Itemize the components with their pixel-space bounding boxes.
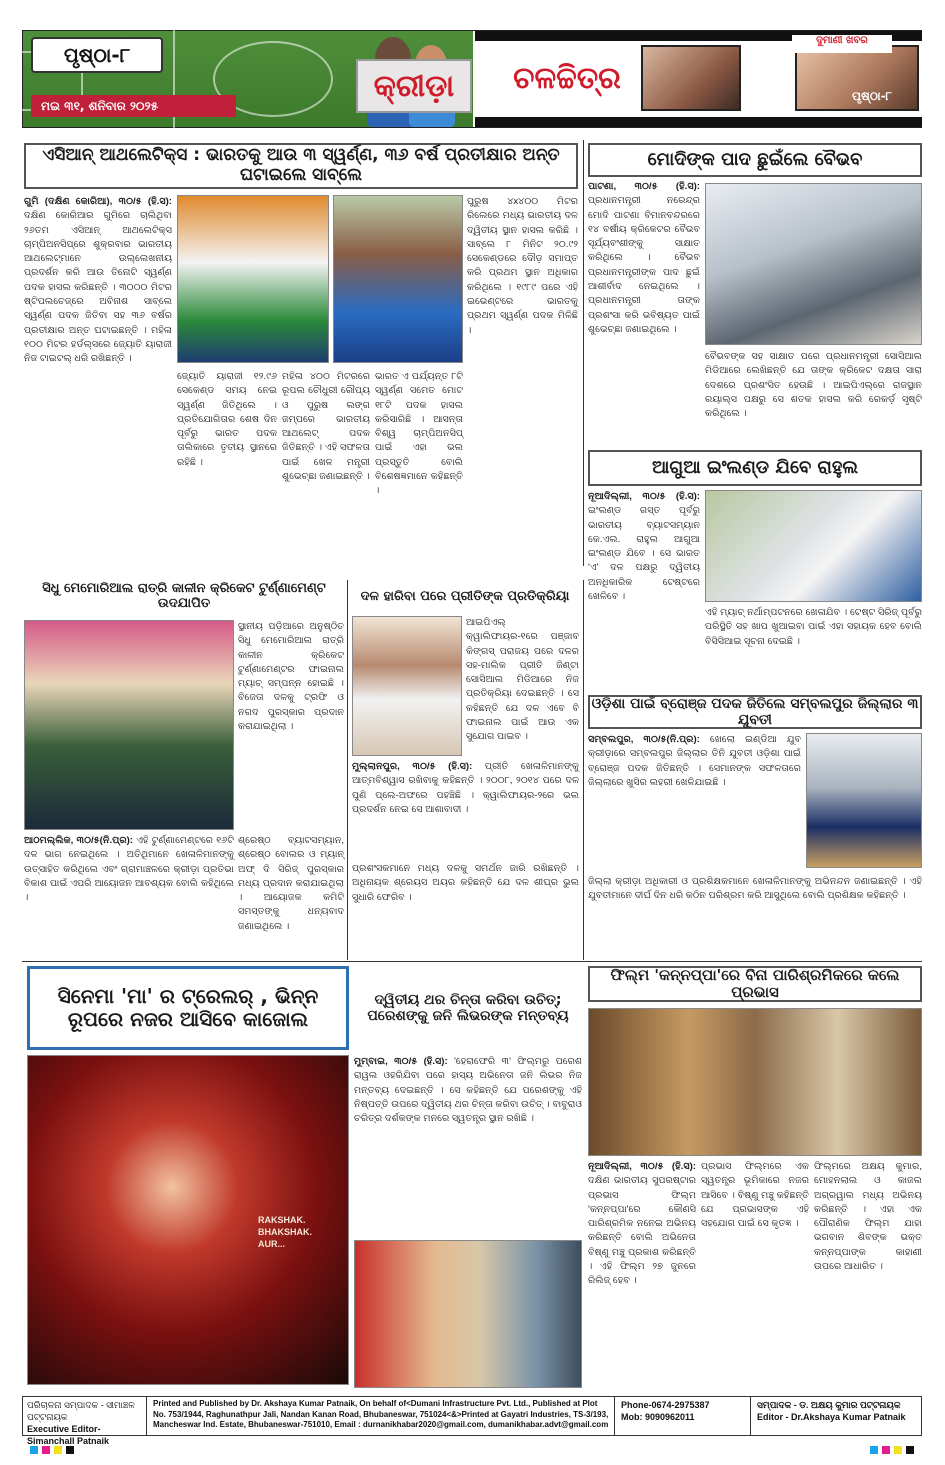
article-asian-athletics-col2: ପୁରୁଷ ୪x୪୦୦ ମିଟର ରିଲେରେ ମଧ୍ୟ ଭାରତୀୟ ଦଳ ଦ୍ୱିତୀୟ ସ୍ଥାନ ହାସଲ କରିଛି । ସାବ୍‌ଲେ ୮ ମିନିଟ ୨୦.୯୨ ସେକେଣ୍ଡରେ ଦୌଡ଼ ସମାପ୍ତ କରି ପ୍ରଥମ ସ୍ଥାନ ଅଧିକାର କରିଥିଲେ । ୧୯୮୯ ପରେ ଏହି ଇଭେଣ୍ଟରେ ଭାରତକୁ ପ୍ରଥମ ସ୍ୱର୍ଣ୍ଣ ପଦକ ମିଳିଛି ।	[467, 196, 578, 336]
article-preity-col2: ମୁଲ୍ଲାନପୁର, ୩୦/୫ (ହି.ସ): ପ୍ରୀତି ଖେଳାଳିମାନଙ୍କୁ ଆତ୍ମବିଶ୍ୱାସ ରଖିବାକୁ କହିଛନ୍ତି । ୨୦୦୮, ୨୦୧୪ ପରେ ଦଳ ପୁଣି ପ୍ଲେ-ଅଫରେ ପହଞ୍ଚିଛି । କ୍ୱାଲିଫାୟର-୨ରେ ଭଲ ପ୍ରଦର୍ଶନ ନେଇ ସେ ଆଶାବାଦୀ ।	[352, 761, 579, 815]
headline-kajol-maa: ସିନେମା 'ମା' ର ଟ୍ରେଲର୍ , ଭିନ୍ନ ରୂପରେ ନଜର ଆସିବେ କାଜୋଲ	[27, 966, 349, 1050]
article-asian-athletics-col3: ଜ୍ୟୋତି ୟାରାଜୀ ୧୨.୯୬ ସେକେଣ୍ଡ ସମୟ ନେଇ ସ୍ୱର୍ଣ୍ଣ ଜିତିଥିଲେ । ପ୍ରତିଯୋଗିତାର ଶେଷ ଦିନ ପୂର୍ବରୁ ଭାରତ ପଦକ ତାଲିକାରେ ତୃତୀୟ ସ୍ଥାନରେ ରହିଛି ।	[177, 371, 277, 468]
article-kajol-maa	[27, 1388, 349, 1394]
actress-photo-left	[641, 45, 741, 111]
registration-mark-yellow-right	[894, 1446, 902, 1454]
article-preity-col1: ଆଇପିଏଲ୍ କ୍ୱାଲିଫାୟର-୧ରେ ପଞ୍ଜାବ କିଙ୍ଗସ୍ ପରାଜୟ ପରେ ଦଳର ସହ-ମାଲିକ ପ୍ରୀତି ଜିଣ୍ଟା ସୋସିଆଲ ମିଡିଆରେ ନିଜ ପ୍ରତିକ୍ରିୟା ଦେଇଛନ୍ତି । ସେ କହିଛନ୍ତି ଯେ ଦଳ ଏବେ ବି ଫାଇନାଲ ପାଇଁ ଆଉ ଏକ ସୁଯୋଗ ପାଇବ ।	[466, 617, 579, 743]
photo-modi-vaibhav	[705, 183, 922, 345]
headline-asian-athletics: ଏସିଆନ୍ ଆଥଲେଟିକ୍ସ : ଭାରତକୁ ଆଉ ୩ ସ୍ୱର୍ଣ୍ଣ, ୩୬ ବର୍ଷ ପ୍ରତୀକ୍ଷାର ଅନ୍ତ ଘଟାଇଲେ ସାବ୍‌ଲେ	[24, 143, 578, 189]
photo-kannappa	[588, 1008, 922, 1156]
registration-mark-cyan	[30, 1446, 38, 1454]
article-rahul-england-col2: ଏହି ମ୍ୟାଚ୍ ନର୍ଥାମ୍ପଟନରେ ଖେଳାଯିବ । ଟେଷ୍ଟ ସିରିଜ୍ ପୂର୍ବରୁ ପରିସ୍ଥିତି ସହ ଖାପ ଖୁଆଇବା ପାଇଁ ଏହା ସହାୟକ ହେବ ବୋଲି ବିସିସିଆଇ ସୂଚନା ଦେଇଛି ।	[705, 607, 922, 647]
film-strip-bottom	[475, 117, 922, 127]
article-prabhas-col3: ଫିଲ୍ମରେ ଅକ୍ଷୟ କୁମାର, ମୋହନଲାଲ ଓ କାଜଲ ଅଗ୍ରୱାଲ ମଧ୍ୟ ଅଭିନୟ କରିଛନ୍ତି । ଏହା ଏକ ପୌରାଣିକ ଫିଲ୍ମ ଯାହା ଭଗବାନ ଶିବଙ୍କ ଭକ୍ତ କନ୍ନପ୍ପାଙ୍କ କାହାଣୀ ଉପରେ ଆଧାରିତ ।	[814, 1161, 922, 1273]
article-preity-col3: ପ୍ରଶଂସକମାନେ ମଧ୍ୟ ଦଳକୁ ସମର୍ଥନ ଜାରି ରଖିଛନ୍ତି । ଅଧିନାୟକ ଶ୍ରେୟସ ଅୟର କହିଛନ୍ତି ଯେ ଦଳ ଶୀଘ୍ର ଭୁଲ ସୁଧାରି ଫେରିବ ।	[352, 863, 579, 903]
footer-managing-editor: ପରିଚାଳନା ସମ୍ପାଦକ - ସୀମାଞ୍ଚଳ ପଟ୍ଟନାୟକ Executive Editor- Simanchall Patnaik	[23, 1397, 147, 1435]
article-asian-athletics-col4: ମହିଳା ୪୦୦ ମିଟରରେ ରୂପଲ ଚୌଧୁରୀ ରୌପ୍ୟ ଓ ପୁରୁଷ ଲଙ୍ଗ ଜମ୍ପରେ ଭାରତୀୟ ଆଥଲେଟ୍ ପଦକ ଜିତିଛନ୍ତି । ଏହି ସଫଳତା ପାଇଁ ଖେଳ ମନ୍ତ୍ରୀ ଶୁଭେଚ୍ଛା ଜଣାଇଛନ୍ତି ।	[282, 371, 370, 483]
article-cricket-tournament-col3: ଶ୍ରେଷ୍ଠ ବ୍ୟାଟସମ୍ୟାନ, ଶ୍ରେଷ୍ଠ ବୋଲର ଓ ମ୍ୟାନ୍ ଅଫ୍ ଦି ସିରିଜ୍ ପୁରସ୍କାର ମଧ୍ୟ ପ୍ରଦାନ କରାଯାଇଥିଲା । ଆୟୋଜକ କମିଟି ସମସ୍ତଙ୍କୁ ଧନ୍ୟବାଦ ଜଣାଇଥିଲେ ।	[238, 835, 344, 932]
cinema-banner	[475, 31, 922, 127]
registration-mark-yellow	[54, 1446, 62, 1454]
footer-imprint	[22, 1396, 922, 1446]
article-cricket-tournament-col2: ଆଠମଲ୍ଲିକ, ୩୦/୫(ନି.ପ୍ର): ଏହି ଟୁର୍ଣ୍ଣାମେଣ୍ଟରେ ୧୬ଟି ଦଳ ଭାଗ ନେଇଥିଲେ । ଅତିଥିମାନେ ଖେଳାଳିମାନଙ୍କୁ ଉତ୍ସାହିତ କରିଥିଲେ ଏବଂ ଗ୍ରାମାଞ୍ଚଳରେ କ୍ରୀଡ଼ା ପ୍ରତିଭା ବିକାଶ ପାଇଁ ଏପରି ଆୟୋଜନ ଆବଶ୍ୟକ ବୋଲି କହିଥିଲେ ।	[24, 835, 234, 904]
headline-preity-reaction: ଦଳ ହାରିବା ପରେ ପ୍ରୀତିଙ୍କ ପ୍ରତିକ୍ରିୟା	[360, 588, 570, 604]
caption-modi-vaibhav: ବୈଭବଙ୍କ ସହ ସାକ୍ଷାତ ପରେ ପ୍ରଧାନମନ୍ତ୍ରୀ ସୋସିଆଲ ମିଡିଆରେ ଲେଖିଛନ୍ତି ଯେ ତାଙ୍କ କ୍ରିକେଟ ଦକ୍ଷତା ସାରା ଦେଶରେ ପ୍ରଶଂସିତ ହେଉଛି । ଆଇପିଏଲ୍‌ରେ ରାଜସ୍ଥାନ ରୟାଲ୍ସ ପକ୍ଷରୁ ସେ ଶତକ ହାସଲ କରି ରେକର୍ଡ଼ ସୃଷ୍ଟି କରିଥିଲେ ।	[705, 351, 922, 420]
poster-tagline: RAKSHAK. BHAKSHAK. AUR...	[258, 1215, 312, 1249]
footer-publisher-info: Printed and Published by Dr. Akshaya Kumar Patnaik, On behalf of<Dumani Infrastructure Pvt. Ltd., Published at Plot No. 753/1944, Raghunathpur Jali, Nandan Kanan Road, Bhubaneswar, 751024<&>Printed at Gayatri Industries, TS-3/193, Mancheswar Ind. Estate, Bhubaneswar-751010, Email : durnanikhabar2020@gmail.com, dumanikhabar.advt@gmail.com	[149, 1397, 615, 1435]
article-asian-athletics-col5: ଭାରତ ଏ ପର୍ଯ୍ୟନ୍ତ ୮ଟି ସ୍ୱର୍ଣ୍ଣ ସମେତ ମୋଟ ୧୮ଟି ପଦକ ହାସଲ କରିସାରିଛି । ଆସନ୍ତା ବିଶ୍ୱ ଚାମ୍ପିଅନସିପ୍ ପାଇଁ ଏହା ଭଲ ପ୍ରସ୍ତୁତି ବୋଲି ବିଶେଷଜ୍ଞମାନେ କହିଛନ୍ତି ।	[375, 371, 463, 497]
photo-kl-rahul	[705, 490, 922, 602]
footer-contact: Phone-0674-2975387 Mob: 9090962011	[617, 1397, 751, 1435]
article-prabhas-col1: ନୂଆଦିଲ୍ଲୀ, ୩୦/୫ (ହି.ସ): ଦକ୍ଷିଣ ଭାରତୀୟ ସୁପରଷ୍ଟାର ପ୍ରଭାସ ଫିଲ୍ମ 'କନ୍ନପ୍ପା'ରେ କୌଣସି ପାରିଶ୍ରମିକ ନନେଇ ଅଭିନୟ କରିଛନ୍ତି ବୋଲି ଅଭିନେତା ବିଷ୍ଣୁ ମଞ୍ଚୁ ପ୍ରକାଶ କରିଛନ୍ତି । ଏହି ଫିଲ୍ମ ୨୭ ଜୁନରେ ରିଲିଜ୍ ହେବ ।	[588, 1161, 696, 1287]
article-rahul-england-col1: ନୂଆଦିଲ୍ଲୀ, ୩୦/୫ (ହି.ସ): ଇଂଲଣ୍ଡ ଗସ୍ତ ପୂର୍ବରୁ ଭାରତୀୟ ବ୍ୟାଟସମ୍ୟାନ କେ.ଏଲ. ରାହୁଲ ଆଗୁଆ ଇଂଲଣ୍ଡ ଯିବେ । ସେ ଭାରତ 'ଏ' ଦଳ ପକ୍ଷରୁ ଦ୍ୱିତୀୟ ଅନଧିକାରିକ ଟେଷ୍ଟରେ ଖେଳିବେ ।	[588, 491, 700, 603]
article-paresh-col1: ମୁମ୍ବାଇ, ୩୦/୫ (ହି.ସ): 'ହେରାଫେରି ୩' ଫିଲ୍ମରୁ ପରେଶ ରାୱଲ ଓହରିଯିବା ପରେ ହାସ୍ୟ ଅଭିନେତା ଜନି ଲିଭର ନିଜ ମନ୍ତବ୍ୟ ଦେଇଛନ୍ତି । ସେ କହିଛନ୍ତି ଯେ ପରେଶଙ୍କୁ ଏହି ନିଷ୍ପତ୍ତି ଉପରେ ଦ୍ୱିତୀୟ ଥର ଚିନ୍ତା କରିବା ଉଚିତ୍ । ବାବୁରାଓ ଚରିତ୍ର ଦର୍ଶକଙ୍କ ମନରେ ସ୍ୱତନ୍ତ୍ର ସ୍ଥାନ ରଖିଛି ।	[354, 1056, 582, 1125]
registration-mark-black-right	[906, 1446, 914, 1454]
issue-date: ମଇ ୩୧, ଶନିବାର ୨୦୨୫	[31, 95, 236, 117]
brand-logo: ଦୁମାଣୀ ଖବର	[792, 35, 892, 53]
registration-mark-cyan-right	[870, 1446, 878, 1454]
article-prabhas-col2: ପ୍ରଭାସ ଫିଲ୍ମରେ ଏକ ସ୍ୱତନ୍ତ୍ର ଭୂମିକାରେ ନଜର ଆସିବେ । ବିଷ୍ଣୁ ମଞ୍ଚୁ କହିଛନ୍ତି ଯେ ପ୍ରଭାସଙ୍କ ଏହି ସହଯୋଗ ପାଇଁ ସେ କୃତଜ୍ଞ ।	[701, 1161, 809, 1230]
headline-cricket-tournament: ସିଧୁ ମେମୋରିଆଲ ରାତ୍ରି କାଳୀନ କ୍ରିକେଟ ଟୁର୍ଣ୍ଣାମେଣ୍ଟ ଉଦଯାପିତ	[42, 581, 326, 611]
headline-modi-vaibhav: ମୋଦିଙ୍କ ପାଦ ଛୁଇଁଲେ ବୈଭବ	[588, 143, 922, 177]
headline-rahul-england: ଆଗୁଆ ଇଂଲଣ୍ଡ ଯିବେ ରାହୁଲ	[588, 450, 922, 486]
photo-trophy-presentation	[24, 620, 234, 830]
headline-odisha-bronze: ଓଡ଼ିଶା ପାଇଁ ବ୍ରୋଞ୍ଜ ପଦକ ଜିତିଲେ ସମ୍ବଲପୁର ଜିଲ୍ଲାର ୩ ଯୁବତୀ	[588, 695, 922, 729]
photo-preity-zinta	[352, 616, 462, 756]
photo-maa-poster	[27, 1055, 349, 1385]
section-title-sports: କ୍ରୀଡ଼ା	[356, 59, 472, 113]
article-modi-vaibhav: ପାଟଣା, ୩୦/୫ (ହି.ସ): ପ୍ରଧାନମନ୍ତ୍ରୀ ନରେନ୍ଦ୍ର ମୋଦି ପାଟଣା ବିମାନବନ୍ଦରରେ ୧୪ ବର୍ଷୀୟ କ୍ରିକେଟର ବୈଭବ ସୂର୍ଯ୍ୟବଂଶୀଙ୍କୁ ସାକ୍ଷାତ କରିଥିଲେ । ବୈଭବ ପ୍ରଧାନମନ୍ତ୍ରୀଙ୍କ ପାଦ ଛୁଇଁ ଆଶୀର୍ବାଦ ନେଇଥିଲେ । ପ୍ରଧାନମନ୍ତ୍ରୀ ତାଙ୍କ ପ୍ରଶଂସା କରି ଭବିଷ୍ୟତ ପାଇଁ ଶୁଭେଚ୍ଛା ଜଣାଇଥିଲେ ।	[588, 181, 700, 335]
headline-paresh-rawal: ଦ୍ୱିତୀୟ ଥର ଚିନ୍ତା କରିବା ଉଚିତ୍; ପରେଶଙ୍କୁ ଜନି ଲିଭରଙ୍କ ମନ୍ତବ୍ୟ	[367, 991, 569, 1024]
registration-mark-magenta-right	[882, 1446, 890, 1454]
photo-paresh-johnny	[354, 1240, 582, 1388]
article-cricket-tournament-col1: ସ୍ଥାନୀୟ ପଡ଼ିଆରେ ଅନୁଷ୍ଠିତ ସିଧୁ ମେମୋରିଆଲ ରାତ୍ରି କାଳୀନ କ୍ରିକେଟ ଟୁର୍ଣ୍ଣାମେଣ୍ଟର ଫାଇନାଲ ମ୍ୟାଚ୍ ସମ୍ପନ୍ନ ହୋଇଛି । ବିଜେତା ଦଳକୁ ଟ୍ରଫି ଓ ନଗଦ ପୁରସ୍କାର ପ୍ରଦାନ କରାଯାଇଥିଲା ।	[238, 621, 344, 733]
page-number-label: ପୃଷ୍ଠା-୮	[31, 37, 163, 73]
registration-mark-magenta	[42, 1446, 50, 1454]
headline-prabhas-kannappa: ଫିଲ୍ମ 'କନ୍ନପ୍ପା'ରେ ବିନା ପାରିଶ୍ରମିକରେ କଲେ ପ୍ରଭାସ	[588, 966, 922, 1002]
section-title-cinema: ଚଳଚ୍ଚିତ୍ର	[501, 45, 633, 111]
photo-avinash-sable	[177, 195, 329, 363]
photo-bronze-medalists	[806, 733, 922, 868]
article-odisha-bronze-col1: ସମ୍ବଲପୁର, ୩୦/୫(ନି.ପ୍ର): ଖେଲୋ ଇଣ୍ଡିଆ ଯୁବ କ୍ରୀଡ଼ାରେ ସମ୍ବଲପୁର ଜିଲ୍ଲାର ତିନି ଯୁବତୀ ଓଡ଼ିଶା ପାଇଁ ବ୍ରୋଞ୍ଜ ପଦକ ଜିତିଛନ୍ତି । ସେମାନଙ୍କ ସଫଳତାରେ ଜିଲ୍ଲାରେ ଖୁସିର ଲହରୀ ଖେଳିଯାଇଛି ।	[588, 734, 801, 788]
sports-banner	[23, 31, 473, 127]
article-asian-athletics-col1: ଗୁମି (ଦକ୍ଷିଣ କୋରିଆ), ୩୦/୫ (ହି.ସ): ଦକ୍ଷିଣ କୋରିଆର ଗୁମିରେ ଚାଲିଥିବା ୨୬ତମ ଏସିଆନ୍ ଆଥଲେଟିକ୍ସ ଚାମ୍ପିଅନସିପ୍‌ରେ ଶୁକ୍ରବାର ଭାରତୀୟ ଆଥଲେଟ୍‌ମାନେ ଉଲ୍ଲେଖନୀୟ ପ୍ରଦର୍ଶନ କରି ଆଉ ତିନୋଟି ସ୍ୱର୍ଣ୍ଣ ପଦକ ହାସଲ କରିଛନ୍ତି । ୩୦୦୦ ମିଟର ଷ୍ଟିପଲଚେଜ୍‌ରେ ଅବିନାଶ ସାବ୍‌ଲେ ସ୍ୱର୍ଣ୍ଣ ପଦକ ଜିତିବା ସହ ୩୬ ବର୍ଷର ପ୍ରତୀକ୍ଷାର ଅନ୍ତ ଘଟାଇଛନ୍ତି । ମହିଳା ୧୦୦ ମିଟର ହର୍ଡଲ୍ସରେ ଜ୍ୟୋତି ୟାରାଜୀ ନିଜ ଟାଇଟଲ୍ ଧରି ରଖିଛନ୍ତି ।	[24, 196, 172, 365]
photo-jyothi-yarraji	[333, 195, 463, 363]
footer-editor: ସମ୍ପାଦକ - ଡ. ଅକ୍ଷୟ କୁମାର ପଟ୍ଟନାୟକ Editor - Dr.Akshaya Kumar Patnaik	[757, 1400, 906, 1422]
page-number-label-right: ପୃଷ୍ଠା-୮	[852, 89, 892, 103]
masthead	[22, 30, 922, 128]
registration-mark-black	[66, 1446, 74, 1454]
article-odisha-bronze-col2: ଜିଲ୍ଲା କ୍ରୀଡ଼ା ଅଧିକାରୀ ଓ ପ୍ରଶିକ୍ଷକମାନେ ଖେଳାଳିମାନଙ୍କୁ ଅଭିନନ୍ଦନ ଜଣାଇଛନ୍ତି । ଏହି ଯୁବତୀମାନେ ଦୀର୍ଘ ଦିନ ଧରି କଠିନ ପରିଶ୍ରମ କରି ଆସୁଥିଲେ ବୋଲି ପ୍ରଶିକ୍ଷକ କହିଛନ୍ତି ।	[588, 876, 922, 902]
